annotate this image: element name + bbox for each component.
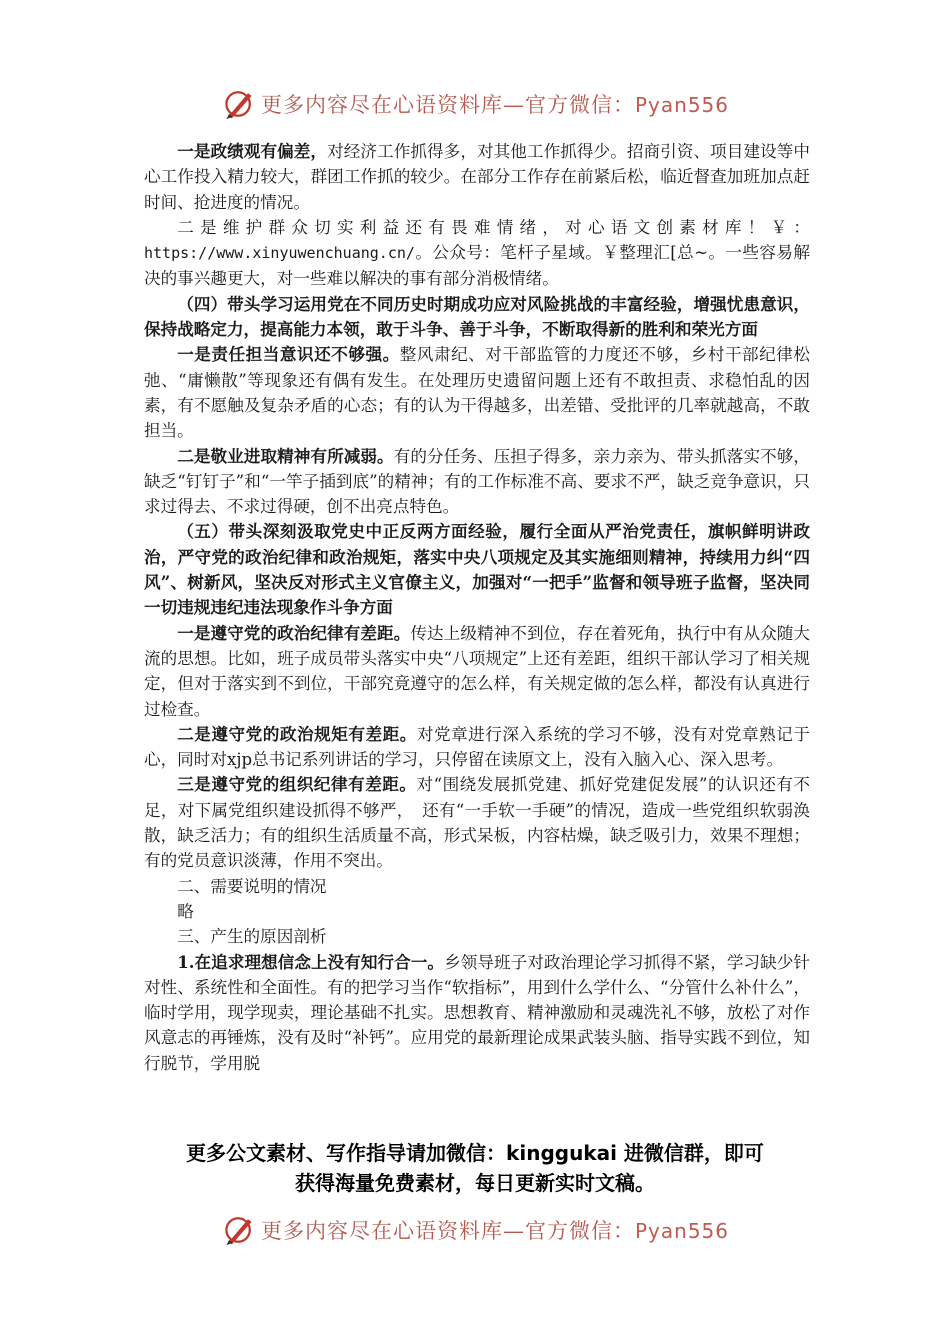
paragraph: 一是责任担当意识还不够强。整风肃纪、对干部监管的力度还不够，乡村干部纪律松弛、“庸懒散”等现象还有偶有发生。在处理历史遗留问题上还有不敢担责、求稳怕乱的因素，有不愿触及复杂矛盾的心态；有的认为干得越多，出差错、受批评的几率就越高，不敢担当。 — [144, 344, 811, 441]
paragraph: 略 — [177, 901, 194, 921]
section-heading: （四）带头学习运用党在不同历史时期成功应对风险挑战的丰富经验，增强忧患意识，保持战略定力，提高能力本领，敢于斗争、善于斗争，不断取得新的胜利和荣光方面 — [144, 293, 810, 340]
paragraph: 三是遵守党的组织纪律有差距。对“围绕发展抓党建、抓好党建促发展”的认识还有不足，对下属党组织建设抓得不够严， 还有“一手软一手硬”的情况，造成一些党组织软弱涣散，缺乏活力；有的组织生活质量不高，形式呆板，内容枯燥，缺乏吸引力，效果不理想；有的党员意识淡薄，作用不突出。 — [144, 774, 811, 871]
paragraph: 一是遵守党的政治纪律有差距。传达上级精神不到位，存在着死角，执行中有从众随大流的思想。比如，班子成员带头落实中央“八项规定”上还有差距，组织干部认学习了相关规定，但对于落实到不到位，干部究竟遵守的怎么样，有关规定做的怎么样，都没有认真进行过检查。 — [144, 622, 811, 719]
paragraph: 二是敬业进取精神有所减弱。有的分任务、压担子得多，亲力亲为、带头抓落实不够，缺乏“钉钉子”和“一竿子插到底”的精神；有的工作标准不高、要求不严，缺乏竞争意识，只求过得去、不求过得硬，创不出亮点特色。 — [144, 445, 811, 517]
footer-banner — [0, 1210, 950, 1250]
pen-logo-icon — [221, 1212, 257, 1248]
section-title: 二、需要说明的情况 — [177, 876, 327, 896]
pen-logo-icon — [221, 86, 257, 122]
banner-text: 更多内容尽在心语资料库—官方微信：Pyan556 — [260, 93, 729, 117]
banner-text: 更多内容尽在心语资料库—官方微信：Pyan556 — [260, 1219, 729, 1243]
section-heading: （五）带头深刻汲取党史中正反两方面经验，履行全面从严治党责任，旗帜鲜明讲政治，严守党的政治纪律和政治规矩，落实中央八项规定及其实施细则精神，持续用力纠“四风”、树新风，坚决反对形式主义官僚主义，加强对“一把手”监督和领导班子监督，坚决同一切违规违纪违法现象作斗争方面 — [144, 521, 810, 618]
promo-footer — [140, 1138, 810, 1198]
url-text: https://www.xinyuwenchuang.cn/ — [144, 244, 415, 263]
document-body — [144, 139, 810, 1076]
paragraph: 一是政绩观有偏差，对经济工作抓得多，对其他工作抓得少。招商引资、项目建设等中心工作投入精力较大，群团工作抓的较少。在部分工作存在前紧后松，临近督查加班加点赶时间、抢进度的情况。 — [144, 141, 810, 212]
paragraph: 二是遵守党的政治规矩有差距。对党章进行深入系统的学习不够，没有对党章熟记于心，同时对xjp总书记系列讲话的学习，只停留在读原文上，没有入脑入心、深入思考。 — [144, 723, 810, 770]
paragraph: 二是维护群众切实利益还有畏难情绪，对心语文创素材库！￥：https://www.xinyuwenchuang.cn/。公众号：笔杆子星域。￥整理汇[总~。一些容易解决的事兴趣更大，对一些难以解决的事有部分消极情绪。 — [144, 217, 810, 289]
paragraph: 1.在追求理想信念上没有知行合一。乡领导班子对政治理论学习抓得不紧，学习缺少针对性、系统性和全面性。有的把学习当作“软指标”，用到什么学什么、“分管什么补什么”，临时学用，现学现卖，理论基础不扎实。思想教育、精神激励和灵魂洗礼不够，放松了对作风意志的再锤炼，没有及时“补钙”。应用党的最新理论成果武装头脑、指导实践不到位，知行脱节，学用脱 — [144, 951, 810, 1073]
section-title: 三、产生的原因剖析 — [177, 927, 327, 947]
promo-line: 获得海量免费素材，每日更新实时文稿。 — [295, 1171, 655, 1195]
header-banner — [0, 84, 950, 124]
promo-line: 更多公文素材、写作指导请加微信：kinggukai 进微信群，即可 — [186, 1141, 764, 1165]
